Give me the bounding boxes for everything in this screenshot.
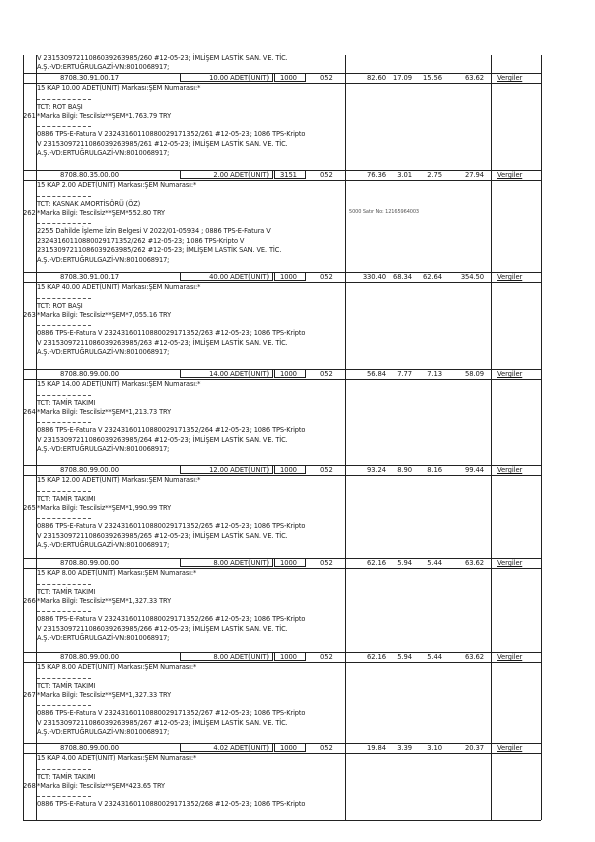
- code-value: 1000: [280, 559, 297, 567]
- quantity-unit: 8.00 ADET(UNIT): [213, 653, 269, 661]
- tct-description: TCT: ROT BAŞI: [37, 302, 83, 310]
- amount-2: 3.39: [397, 744, 412, 752]
- amount-1: 82.60: [367, 74, 386, 82]
- tct-description: TCT: TAMİR TAKIMI: [37, 773, 96, 781]
- hs-code: 8708.30.91.00.17: [60, 74, 119, 82]
- vergiler-link[interactable]: Vergiler: [497, 370, 523, 378]
- country-code: 052: [320, 466, 333, 474]
- row-border: [23, 180, 541, 181]
- amount-4: 63.62: [465, 653, 484, 661]
- dashed-separator: [37, 584, 91, 585]
- quantity-unit: 2.00 ADET(UNIT): [213, 171, 269, 179]
- row-border: [23, 743, 541, 744]
- declaration-item: [0, 272, 595, 369]
- amount-2: 17.09: [393, 74, 412, 82]
- dashed-separator: [37, 325, 91, 326]
- dashed-separator: [37, 769, 91, 770]
- tct-description: TCT: ROT BAŞI: [37, 103, 83, 111]
- country-code: 052: [320, 744, 333, 752]
- dashed-separator: [37, 196, 91, 197]
- brand-info: *Marka Bilgi: Tescilsiz**ŞEM*423.65 TRY: [37, 782, 165, 790]
- vergiler-link[interactable]: Vergiler: [497, 74, 523, 82]
- amount-4: 27.94: [465, 171, 484, 179]
- country-code: 052: [320, 370, 333, 378]
- dashed-separator: [37, 422, 91, 423]
- declaration-item: [0, 465, 595, 558]
- row-border: [23, 652, 541, 653]
- package-line: 15 KAP 4.00 ADET(UNIT) Markası:ŞEM Numarası:*: [37, 754, 197, 762]
- row-border: [23, 272, 541, 273]
- amount-2: 7.77: [397, 370, 412, 378]
- amount-1: 76.36: [367, 171, 386, 179]
- declaration-item: [0, 369, 595, 465]
- package-line: 15 KAP 14.00 ADET(UNIT) Markası:ŞEM Numarası:*: [37, 380, 201, 388]
- package-line: 15 KAP 2.00 ADET(UNIT) Markası:ŞEM Numarası:*: [37, 181, 197, 189]
- reference-line: V 23153097211086039263985/267 #12-05-23; İMLİŞEM LASTİK SAN. VE. TİC.: [37, 718, 288, 727]
- country-code: 052: [320, 653, 333, 661]
- dashed-separator: [37, 678, 91, 679]
- hs-code: 8708.30.91.00.17: [60, 273, 119, 281]
- amount-4: 20.37: [465, 744, 484, 752]
- amount-4: 63.62: [465, 559, 484, 567]
- row-border: [23, 753, 541, 754]
- top-line: A.Ş.-VD:ERTUĞRULGAZİ-VN:8010068917;: [37, 63, 170, 71]
- reference-line: 0886 TPS-E-Fatura V 23243160110880029171352/268 #12-05-23; 1086 TPS-Kripto: [37, 800, 306, 808]
- dashed-separator: [37, 223, 91, 224]
- code-value: 1000: [280, 273, 297, 281]
- line-note: 5000 Satır No: 12165964003: [349, 209, 420, 215]
- dashed-separator: [37, 126, 91, 127]
- brand-info: *Marka Bilgi: Tescilsiz**ŞEM*1,327.33 TRY: [37, 597, 172, 605]
- reference-line: A.Ş.-VD:ERTUĞRULGAZİ-VN:8010068917;: [37, 149, 170, 157]
- row-number: 264: [23, 408, 36, 416]
- row-border: [23, 379, 541, 380]
- dashed-separator: [37, 99, 91, 100]
- country-code: 052: [320, 273, 333, 281]
- dashed-separator: [37, 796, 91, 797]
- amount-1: 56.84: [367, 370, 386, 378]
- brand-info: *Marka Bilgi: Tescilsiz**ŞEM*1,213.73 TRY: [37, 408, 172, 416]
- amount-2: 8.90: [397, 466, 412, 474]
- amount-3: 62.64: [423, 273, 442, 281]
- amount-3: 2.75: [427, 171, 442, 179]
- reference-line: A.Ş.-VD:ERTUĞRULGAZİ-VN:8010068917;: [37, 445, 170, 453]
- row-border: [23, 170, 541, 171]
- amount-3: 5.44: [427, 559, 442, 567]
- reference-line: 23153097211086039263985/262 #12-05-23; İMLİŞEM LASTİK SAN. VE. TİC.: [37, 246, 282, 254]
- reference-line: 2255 Dahilde İşleme İzin Belgesi V 2022/01-05934 ; 0886 TPS-E-Fatura V: [37, 227, 271, 235]
- top-line: V 23153097211086039263985/260 #12-05-23; İMLİŞEM LASTİK SAN. VE. TİC.: [37, 54, 288, 62]
- quantity-unit: 40.00 ADET(UNIT): [209, 273, 269, 281]
- reference-line: V 23153097211086039263985/263 #12-05-23; İMLİŞEM LASTİK SAN. VE. TİC.: [37, 338, 288, 347]
- declaration-item: [0, 73, 595, 170]
- reference-line: A.Ş.-VD:ERTUĞRULGAZİ-VN:8010068917;: [37, 541, 170, 549]
- vergiler-link[interactable]: Vergiler: [497, 744, 523, 752]
- reference-line: V 23153097211086039263985/265 #12-05-23; İMLİŞEM LASTİK SAN. VE. TİC.: [37, 531, 288, 540]
- package-line: 15 KAP 8.00 ADET(UNIT) Markası:ŞEM Numarası:*: [37, 569, 197, 577]
- dashed-separator: [37, 491, 91, 492]
- amount-1: 19.84: [367, 744, 386, 752]
- reference-line: V 23153097211086039263985/261 #12-05-23; İMLİŞEM LASTİK SAN. VE. TİC.: [37, 139, 288, 148]
- reference-line: A.Ş.-VD:ERTUĞRULGAZİ-VN:8010068917;: [37, 348, 170, 356]
- amount-4: 354.50: [460, 273, 484, 281]
- reference-line: 0886 TPS-E-Fatura V 23243160110880029171352/266 #12-05-23; 1086 TPS-Kripto: [37, 615, 306, 623]
- amount-3: 8.16: [427, 466, 442, 474]
- package-line: 15 KAP 40.00 ADET(UNIT) Markası:ŞEM Numarası:*: [37, 283, 201, 291]
- row-number: 262: [23, 209, 36, 217]
- vergiler-link[interactable]: Vergiler: [497, 653, 523, 661]
- vergiler-link[interactable]: Vergiler: [497, 273, 523, 281]
- dashed-separator: [37, 298, 91, 299]
- reference-line: A.Ş.-VD:ERTUĞRULGAZİ-VN:8010068917;: [37, 255, 170, 264]
- amount-2: 5.94: [397, 653, 412, 661]
- hs-code: 8708.80.99.00.00: [60, 370, 119, 378]
- package-line: 15 KAP 12.00 ADET(UNIT) Markası:ŞEM Numarası:*: [37, 476, 201, 484]
- tct-description: TCT: TAMİR TAKIMI: [37, 399, 96, 407]
- hs-code: 8708.80.99.00.00: [60, 744, 119, 752]
- table-bottom-border: [23, 820, 541, 821]
- row-border: [23, 83, 541, 84]
- code-value: 1000: [280, 744, 297, 752]
- vergiler-link[interactable]: Vergiler: [497, 559, 523, 567]
- amount-1: 62.16: [367, 653, 386, 661]
- amount-1: 93.24: [367, 466, 386, 474]
- amount-4: 63.62: [465, 74, 484, 82]
- amount-1: 330.40: [362, 273, 386, 281]
- reference-line: 0886 TPS-E-Fatura V 23243160110880029171352/267 #12-05-23; 1086 TPS-Kripto: [37, 709, 306, 717]
- reference-line: 0886 TPS-E-Fatura V 23243160110880029171352/263 #12-05-23; 1086 TPS-Kripto: [37, 329, 306, 337]
- amount-2: 68.34: [393, 273, 412, 281]
- hs-code: 8708.80.99.00.00: [60, 466, 119, 474]
- package-line: 15 KAP 8.00 ADET(UNIT) Markası:ŞEM Numarası:*: [37, 663, 197, 671]
- reference-line: 0886 TPS-E-Fatura V 23243160110880029171352/264 #12-05-23; 1086 TPS-Kripto: [37, 426, 306, 434]
- code-value: 3151: [280, 171, 297, 179]
- tct-description: TCT: KASNAK AMORTİSÖRÜ (ÖZ): [37, 200, 141, 208]
- dashed-separator: [37, 705, 91, 706]
- code-value: 1000: [280, 653, 297, 661]
- row-number: 267: [23, 691, 36, 699]
- row-number: 263: [23, 311, 36, 319]
- amount-2: 3.01: [397, 171, 412, 179]
- quantity-unit: 8.00 ADET(UNIT): [213, 559, 269, 567]
- brand-info: *Marka Bilgi: Tescilsiz**ŞEM*1.763.79 TRY: [37, 112, 172, 120]
- country-code: 052: [320, 74, 333, 82]
- country-code: 052: [320, 171, 333, 179]
- hs-code: 8708.80.99.00.00: [60, 559, 119, 567]
- tct-description: TCT: TAMİR TAKIMI: [37, 588, 96, 596]
- vergiler-link[interactable]: Vergiler: [497, 466, 523, 474]
- row-border: [23, 465, 541, 466]
- row-number: 265: [23, 504, 36, 512]
- amount-3: 5.44: [427, 653, 442, 661]
- declaration-item: [0, 170, 595, 272]
- vergiler-link[interactable]: Vergiler: [497, 171, 523, 179]
- quantity-unit: 14.00 ADET(UNIT): [209, 370, 269, 378]
- code-value: 1000: [280, 466, 297, 474]
- dashed-separator: [37, 518, 91, 519]
- amount-4: 99.44: [465, 466, 484, 474]
- reference-line: 0886 TPS-E-Fatura V 23243160110880029171352/261 #12-05-23; 1086 TPS-Kripto: [37, 130, 306, 138]
- hs-code: 8708.80.99.00.00: [60, 653, 119, 661]
- country-code: 052: [320, 559, 333, 567]
- amount-1: 62.16: [367, 559, 386, 567]
- row-number: 268: [23, 782, 36, 790]
- reference-line: 23243160110880029171352/262 #12-05-23; 1086 TPS-Kripto V: [37, 236, 245, 245]
- package-line: 15 KAP 10.00 ADET(UNIT) Markası:ŞEM Numarası:*: [37, 84, 201, 92]
- row-border: [23, 662, 541, 663]
- reference-line: V 23153097211086039263985/266 #12-05-23; İMLİŞEM LASTİK SAN. VE. TİC.: [37, 624, 288, 633]
- amount-4: 58.09: [465, 370, 484, 378]
- amount-3: 7.13: [427, 370, 442, 378]
- brand-info: *Marka Bilgi: Tescilsiz**ŞEM*1,990.99 TRY: [37, 504, 172, 512]
- row-number: 261: [23, 112, 36, 120]
- brand-info: *Marka Bilgi: Tescilsiz**ŞEM*7,055.16 TRY: [37, 311, 172, 319]
- code-value: 1000: [280, 370, 297, 378]
- row-border: [23, 282, 541, 283]
- row-border: [23, 568, 541, 569]
- reference-line: 0886 TPS-E-Fatura V 23243160110880029171352/265 #12-05-23; 1086 TPS-Kripto: [37, 522, 306, 530]
- amount-3: 3.10: [427, 744, 442, 752]
- quantity-unit: 12.00 ADET(UNIT): [209, 466, 269, 474]
- declaration-item: [0, 652, 595, 743]
- code-value: 1000: [280, 74, 297, 82]
- row-border: [23, 369, 541, 370]
- amount-3: 15.56: [423, 74, 442, 82]
- declaration-item: [0, 743, 595, 820]
- reference-line: A.Ş.-VD:ERTUĞRULGAZİ-VN:8010068917;: [37, 728, 170, 736]
- brand-info: *Marka Bilgi: Tescilsiz**ŞEM*1,327.33 TRY: [37, 691, 172, 699]
- reference-line: V 23153097211086039263985/264 #12-05-23; İMLİŞEM LASTİK SAN. VE. TİC.: [37, 435, 288, 444]
- reference-line: A.Ş.-VD:ERTUĞRULGAZİ-VN:8010068917;: [37, 634, 170, 642]
- row-border: [23, 558, 541, 559]
- tct-description: TCT: TAMİR TAKIMI: [37, 495, 96, 503]
- declaration-item: [0, 558, 595, 652]
- quantity-unit: 4.02 ADET(UNIT): [213, 744, 269, 752]
- amount-2: 5.94: [397, 559, 412, 567]
- brand-info: *Marka Bilgi: Tescilsiz**ŞEM*552.80 TRY: [37, 209, 165, 217]
- tct-description: TCT: TAMİR TAKIMI: [37, 682, 96, 690]
- hs-code: 8708.80.35.00.00: [60, 171, 119, 179]
- quantity-unit: 10.00 ADET(UNIT): [209, 74, 269, 82]
- row-border: [23, 73, 541, 74]
- dashed-separator: [37, 611, 91, 612]
- row-border: [23, 475, 541, 476]
- row-number: 266: [23, 597, 36, 605]
- dashed-separator: [37, 395, 91, 396]
